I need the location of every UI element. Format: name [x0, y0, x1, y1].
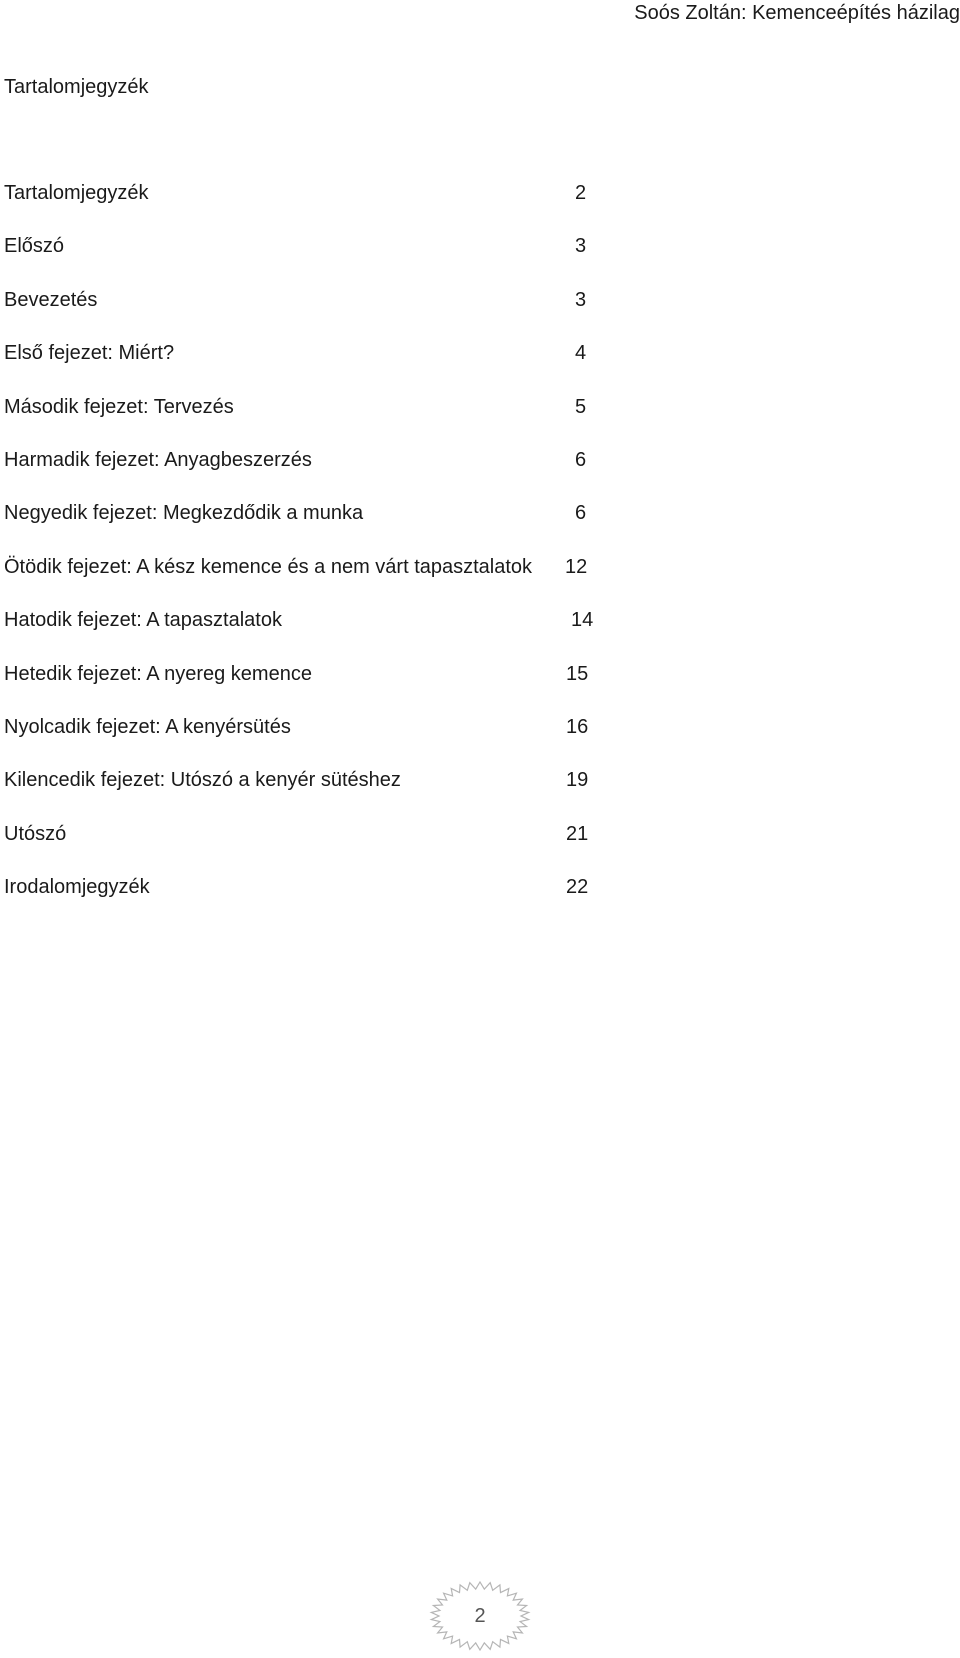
toc-entry-title: Nyolcadik fejezet: A kenyérsütés [4, 715, 291, 738]
toc-entry[interactable] [4, 874, 624, 927]
toc-entry-title: Kilencedik fejezet: Utószó a kenyér sütéshez [4, 769, 401, 792]
toc-entry-title: Bevezetés [4, 288, 98, 311]
toc-entry[interactable] [4, 500, 624, 553]
toc-entry-page: 2 [575, 182, 587, 204]
toc-entry-page: 21 [566, 822, 589, 845]
toc-entry-page: 3 [575, 288, 587, 311]
page-title: Tartalomjegyzék [4, 76, 149, 98]
toc-entry[interactable] [4, 447, 624, 500]
toc-entry[interactable] [4, 767, 624, 820]
toc-entry-page: 12 [565, 555, 588, 578]
toc-entry-page: 4 [575, 342, 587, 365]
toc-entry[interactable] [4, 394, 624, 447]
toc-entry[interactable] [4, 607, 624, 660]
toc-entry[interactable] [4, 661, 624, 714]
toc-entry[interactable] [4, 554, 624, 607]
toc-entry-page: 19 [566, 769, 589, 792]
toc-entry-title: Irodalomjegyzék [4, 876, 150, 899]
toc-entry-page: 15 [566, 662, 589, 685]
toc-entry-page: 3 [575, 235, 587, 258]
toc-entry-page: 6 [575, 448, 587, 471]
toc-entry-title: Hetedik fejezet: A nyereg kemence [4, 662, 312, 685]
page-number-badge [428, 1580, 532, 1652]
toc-entry-title: Utószó [4, 822, 67, 845]
toc-entry-title: Második fejezet: Tervezés [4, 395, 234, 418]
table-of-contents [4, 180, 624, 927]
toc-entry[interactable] [4, 714, 624, 767]
toc-entry-title: Harmadik fejezet: Anyagbeszerzés [4, 448, 312, 471]
toc-entry-title: Első fejezet: Miért? [4, 342, 175, 365]
toc-entry-title: Tartalomjegyzék [4, 182, 149, 204]
toc-entry-title: Előszó [4, 235, 65, 258]
toc-entry-page: 16 [566, 715, 589, 738]
toc-entry[interactable] [4, 340, 624, 393]
toc-entry-page: 5 [575, 395, 587, 418]
toc-entry-page: 22 [566, 876, 589, 899]
page-number: 2 [474, 1605, 486, 1627]
toc-entry[interactable] [4, 821, 624, 874]
toc-entry-page: 6 [575, 502, 587, 525]
toc-entry-page: 14 [571, 609, 594, 632]
toc-entry-title: Negyedik fejezet: Megkezdődik a munka [4, 502, 364, 525]
running-header: Soós Zoltán: Kemenceépítés házilag [634, 2, 960, 24]
toc-entry[interactable] [4, 233, 624, 286]
toc-entry-title: Ötödik fejezet: A kész kemence és a nem várt tapasztalatok [4, 555, 533, 578]
toc-entry[interactable] [4, 287, 624, 340]
toc-entry-title: Hatodik fejezet: A tapasztalatok [4, 609, 282, 632]
toc-entry[interactable] [4, 180, 624, 233]
